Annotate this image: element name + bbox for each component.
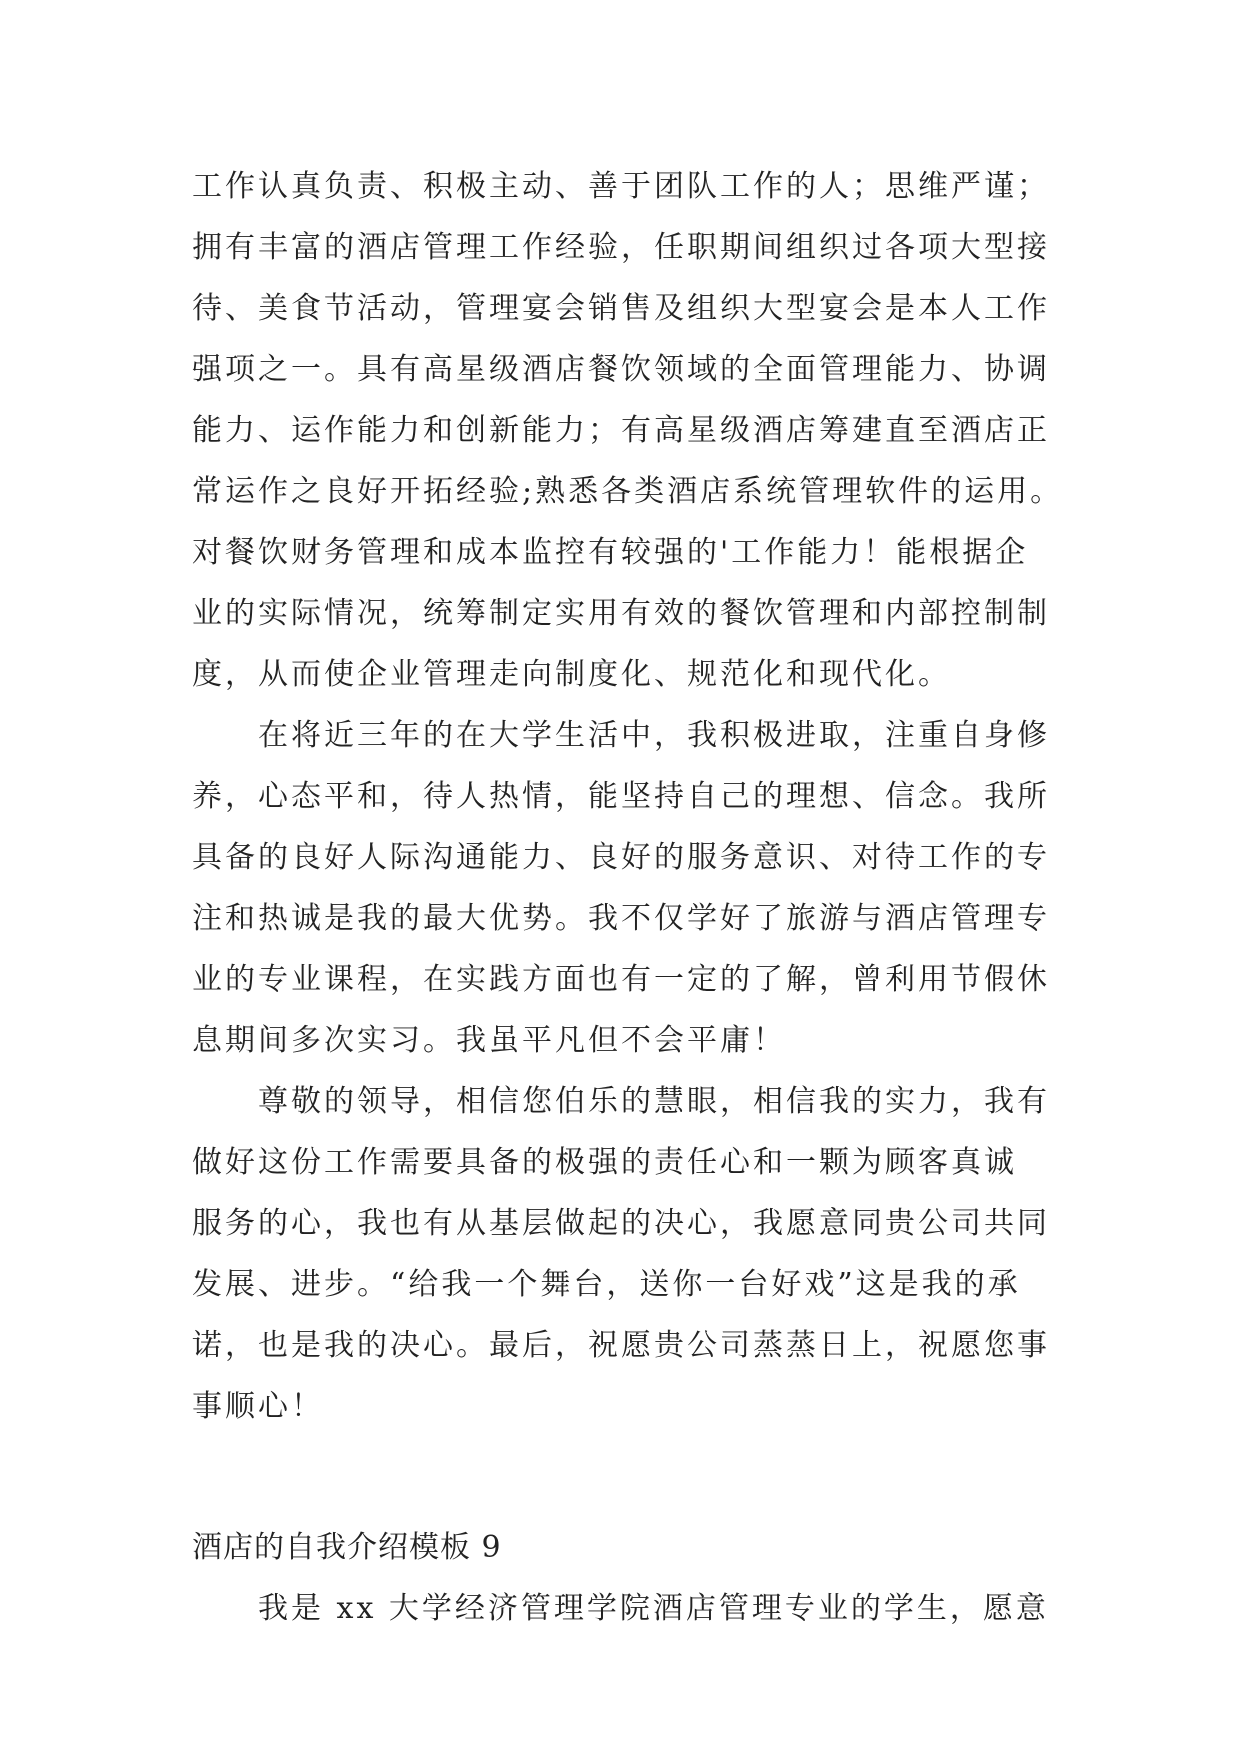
text-line: 诺，也是我的决心。最后，祝愿贵公司蒸蒸日上，祝愿您事 (192, 1328, 1050, 1363)
text-line: 注和热诚是我的最大优势。我不仅学好了旅游与酒店管理专 (192, 901, 1050, 936)
paragraph-4 (192, 1578, 1060, 1639)
document-body (192, 156, 1064, 1639)
text-line: 服务的心，我也有从基层做起的决心，我愿意同贵公司共同 (192, 1206, 1050, 1241)
text-line: 息期间多次实习。我虽平凡但不会平庸！ (192, 1023, 786, 1058)
text-line: 尊敬的领导，相信您伯乐的慧眼，相信我的实力，我有 (258, 1084, 1050, 1119)
section-heading: 酒店的自我介绍模板 9 (192, 1530, 502, 1565)
text-line: 工作认真负责、积极主动、善于团队工作的人；思维严谨； (192, 169, 1050, 204)
text-line: 业的实际情况，统筹制定实用有效的餐饮管理和内部控制制 (192, 596, 1050, 631)
text-line: 待、美食节活动，管理宴会销售及组织大型宴会是本人工作 (192, 291, 1050, 326)
text-line: 强项之一。具有高星级酒店餐饮领域的全面管理能力、协调 (192, 352, 1050, 387)
text-line: 事顺心！ (192, 1389, 324, 1424)
text-line: 发展、进步。“给我一个舞台，送你一台好戏”这是我的承 (192, 1267, 1021, 1302)
paragraph-2 (192, 705, 1060, 1071)
text-line: 能力、运作能力和创新能力；有高星级酒店筹建直至酒店正 (192, 413, 1050, 448)
text-line: 常运作之良好开拓经验;熟悉各类酒店系统管理软件的运用。 (192, 474, 1064, 509)
text-line: 对餐饮财务管理和成本监控有较强的'工作能力！能根据企 (192, 535, 1029, 570)
text-line: 业的专业课程，在实践方面也有一定的了解，曾利用节假休 (192, 962, 1050, 997)
text-line: 在将近三年的在大学生活中，我积极进取，注重自身修 (258, 718, 1050, 753)
section-spacer (192, 1437, 1060, 1517)
text-line: 养，心态平和，待人热情，能坚持自己的理想、信念。我所 (192, 779, 1050, 814)
text-line: 具备的良好人际沟通能力、良好的服务意识、对待工作的专 (192, 840, 1050, 875)
text-line: 度，从而使企业管理走向制度化、规范化和现代化。 (192, 657, 951, 692)
paragraph-3 (192, 1071, 1060, 1437)
paragraph-1 (192, 156, 1064, 705)
text-line: 做好这份工作需要具备的极强的责任心和一颗为顾客真诚 (192, 1145, 1017, 1180)
text-line: 拥有丰富的酒店管理工作经验，任职期间组织过各项大型接 (192, 230, 1050, 265)
text-line: 我是 xx 大学经济管理学院酒店管理专业的学生，愿意 (258, 1591, 1049, 1626)
